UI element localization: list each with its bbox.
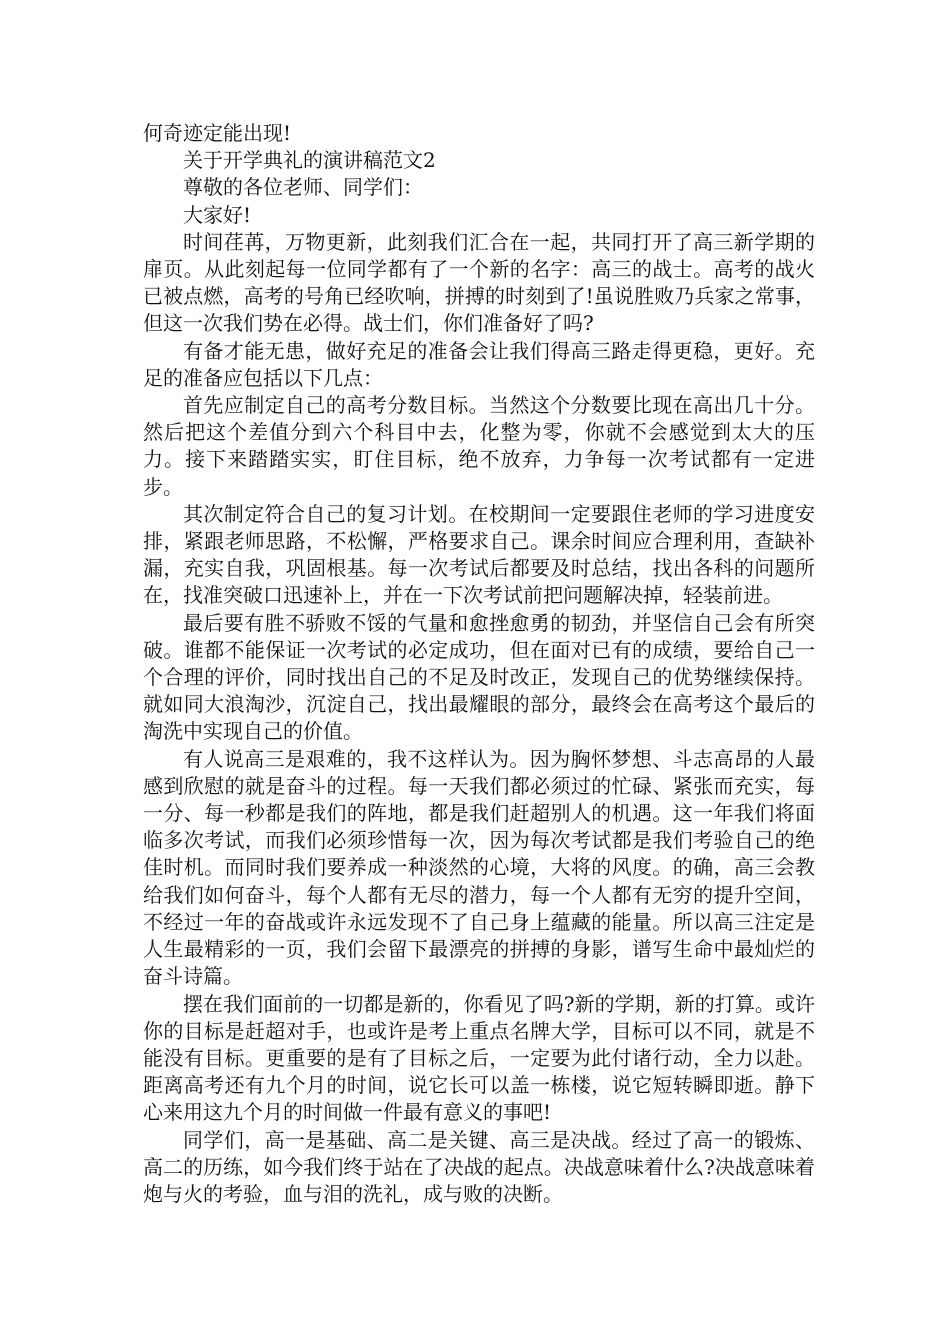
paragraph: 其次制定符合自己的复习计划。在校期间一定要跟住老师的学习进度安排，紧跟老师思路，不松懈，严格要求自己。课余时间应合理利用，查缺补漏，充实自我，巩固根基。每一次考试后都要及时总结，找出各科的问题所在，找准突破口迅速补上，并在一下次考试前把问题解决掉，轻装前进。: [143, 501, 815, 608]
paragraph: 时间荏苒，万物更新，此刻我们汇合在一起，共同打开了高三新学期的扉页。从此刻起每一位同学都有了一个新的名字：高三的战士。高考的战火已被点燃，高考的号角已经吹响，拼搏的时刻到了!虽说胜败乃兵家之常事，但这一次我们势在必得。战士们，你们准备好了吗?: [143, 229, 815, 336]
paragraph: 同学们，高一是基础、高二是关键、高三是决战。经过了高一的锻炼、高二的历练，如今我们终于站在了决战的起点。决战意味着什么?决战意味着炮与火的考验，血与泪的洗礼，成与败的决断。: [143, 1127, 815, 1206]
opening-line: 何奇迹定能出现!: [143, 121, 292, 145]
greeting: 大家好!: [183, 202, 252, 227]
paragraph: 有人说高三是艰难的，我不这样认为。因为胸怀梦想、斗志高昂的人最感到欣慰的就是奋斗的过程。每一天我们都必须过的忙碌、紧张而充实，每一分、每一秒都是我们的阵地，都是我们赶超别人的机遇。这一年我们将面临多次考试，而我们必须珍惜每一次，因为每次考试都是我们考验自己的绝佳时机。而同时我们要养成一种淡然的心境，大将的风度。的确，高三会教给我们如何奋斗，每个人都有无尽的潜力，每一个人都有无穷的提升空间，不经过一年的奋战或许永远发现不了自己身上蕴藏的能量。所以高三注定是人生最精彩的一页，我们会留下最漂亮的拼搏的身影，谱写生命中最灿烂的奋斗诗篇。: [143, 746, 815, 989]
paragraph: 有备才能无患，做好充足的准备会让我们得高三路走得更稳，更好。充足的准备应包括以下几点：: [143, 338, 815, 390]
document-body: [143, 120, 815, 1208]
speech-title: 关于开学典礼的演讲稿范文2: [183, 148, 436, 173]
salutation: 尊敬的各位老师、同学们：: [183, 175, 423, 200]
paragraph: 摆在我们面前的一切都是新的，你看见了吗?新的学期，新的打算。或许你的目标是赶超对手，也或许是考上重点名牌大学，目标可以不同，就是不能没有目标。更重要的是有了目标之后，一定要为此付诸行动，全力以赴。距离高考还有九个月的时间，说它长可以盖一栋楼，说它短转瞬即逝。静下心来用这九个月的时间做一件最有意义的事吧!: [143, 991, 815, 1125]
paragraph: 最后要有胜不骄败不馁的气量和愈挫愈勇的韧劲，并坚信自己会有所突破。谁都不能保证一次考试的必定成功，但在面对已有的成绩，要给自己一个合理的评价，同时找出自己的不足及时改正，发现自己的优势继续保持。就如同大浪淘沙，沉淀自己，找出最耀眼的部分，最终会在高考这个最后的淘洗中实现自己的价值。: [143, 610, 815, 744]
paragraph: 首先应制定自己的高考分数目标。当然这个分数要比现在高出几十分。然后把这个差值分到六个科目中去，化整为零，你就不会感觉到太大的压力。接下来踏踏实实，盯住目标，绝不放弃，力争每一次考试都有一定进步。: [143, 393, 815, 499]
